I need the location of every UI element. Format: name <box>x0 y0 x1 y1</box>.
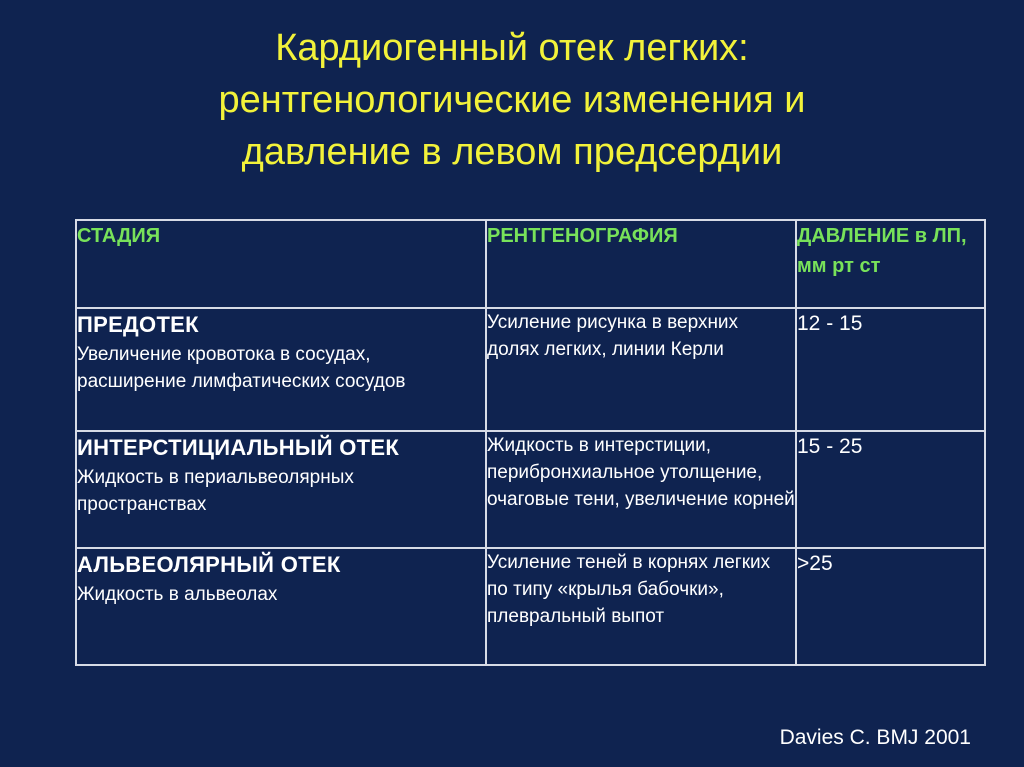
header-xray: РЕНТГЕНОГРАФИЯ <box>486 220 796 308</box>
stage-cell <box>76 308 486 431</box>
xray-cell: Усиление рисунка в верхних долях легких, линии Керли <box>486 308 796 431</box>
title-line-2: рентгенологические изменения и <box>218 79 806 121</box>
header-pressure: ДАВЛЕНИЕ в ЛП, мм рт ст <box>796 220 985 308</box>
slide-title <box>0 22 1024 178</box>
xray-cell: Жидкость в интерстиции, перибронхиальное утолщение, очаговые тени, увеличение корней <box>486 431 796 548</box>
title-line-3: давление в левом предсердии <box>241 131 783 173</box>
title-line-1: Кардиогенный отек легких: <box>275 27 749 69</box>
stage-description: Жидкость в периальвеолярных пространствах <box>77 467 354 515</box>
stage-name: ИНТЕРСТИЦИАЛЬНЫЙ ОТЕК <box>77 435 400 460</box>
stage-name: ПРЕДОТЕК <box>77 312 199 337</box>
xray-cell: Усиление теней в корнях легких по типу «крылья бабочки», плевральный выпот <box>486 548 796 665</box>
table-header-row <box>76 220 985 308</box>
pressure-cell: 15 - 25 <box>796 431 985 548</box>
header-stage: СТАДИЯ <box>76 220 486 308</box>
pressure-cell: 12 - 15 <box>796 308 985 431</box>
stage-description: Жидкость в альвеолах <box>77 584 278 605</box>
stage-cell <box>76 431 486 548</box>
stage-description: Увеличение кровотока в сосудах, расширение лимфатических сосудов <box>77 344 406 392</box>
source-citation: Davies C. BMJ 2001 <box>779 726 971 749</box>
pressure-cell: >25 <box>796 548 985 665</box>
table-row <box>76 548 985 665</box>
table-row <box>76 431 985 548</box>
stages-table <box>75 219 986 666</box>
stage-cell <box>76 548 486 665</box>
stage-name: АЛЬВЕОЛЯРНЫЙ ОТЕК <box>77 552 341 577</box>
table-row <box>76 308 985 431</box>
